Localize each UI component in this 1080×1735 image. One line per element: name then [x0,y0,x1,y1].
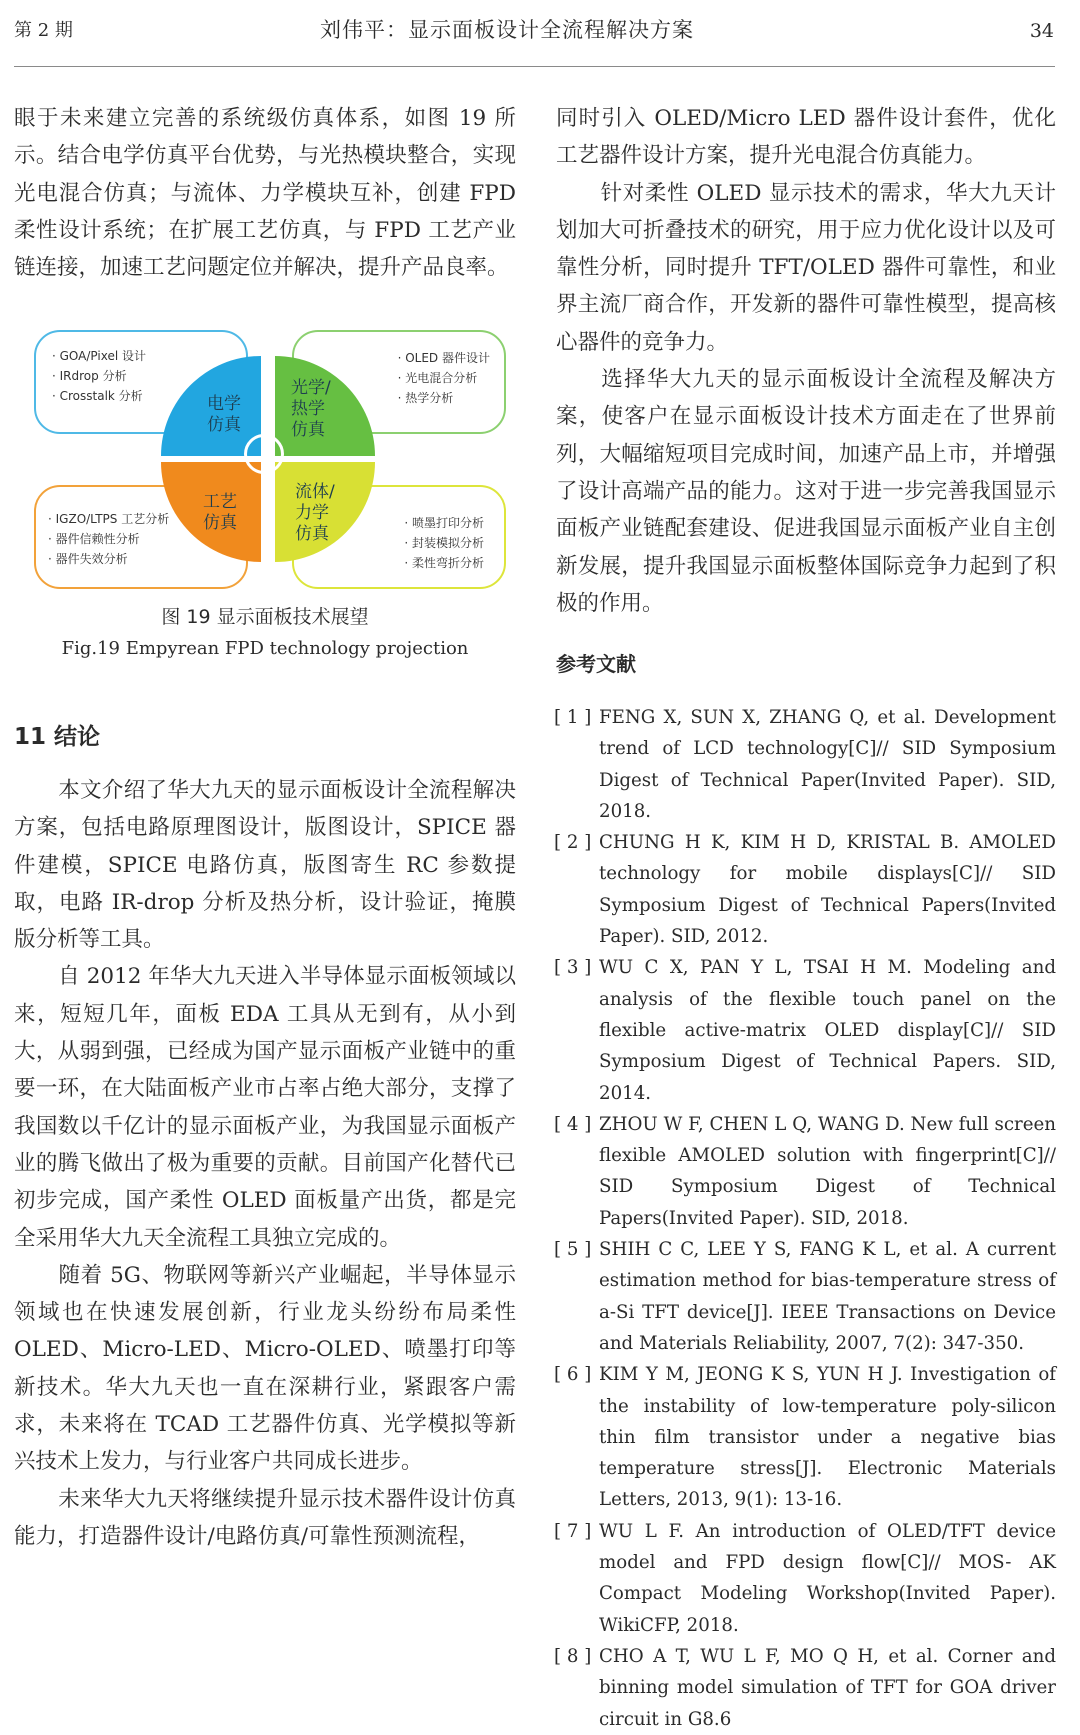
reference-item: [ 4 ] ZHOU W F, CHEN L Q, WANG D. New full screen flexible AMOLED solution with fingerprint[C]// SID Symposium Digest of Technical Papers(Invited Paper). SID, 2018. [554,1113,1056,1229]
page-number: 34 [1029,20,1054,42]
running-header [0,0,1080,68]
left-column-conclusion [14,772,516,1555]
list-item: · 喷墨打印分析 [404,516,484,530]
references-heading: 参考文献 [556,652,636,676]
list-item: · 柔性弯折分析 [404,556,484,570]
paragraph: 未来华大九天将继续提升显示技术器件设计仿真能力，打造器件设计/电路仿真/可靠性预测流程， [14,1486,516,1549]
quadrant-label: 工艺 仿真 [203,492,237,533]
right-column [556,100,1056,622]
reference-item: [ 1 ] FENG X, SUN X, ZHANG Q, et al. Development trend of LCD technology[C]// SID Symposium Digest of Technical Paper(Invited Paper). SID, 2018. [554,707,1056,822]
list-item: · OLED 器件设计 [397,351,490,365]
list-item: · Crosstalk 分析 [52,389,143,403]
list-item: · 器件失效分析 [48,552,128,566]
reference-item: [ 6 ] KIM Y M, JEONG K S, YUN H J. Investigation of the instability of low-temperature poly-silicon thin film transistor under a negative bias temperature stress[J]. Electronic Materials Letters, 2013, 9(1): 13-16. [554,1364,1056,1511]
cycle-ring-icon [244,434,284,474]
reference-item: [ 3 ] WU C X, PAN Y L, TSAI H M. Modeling and analysis of the flexible touch panel on the flexible active-matrix OLED display[C]// SID Symposium Digest of Technical Papers. SID, 2014. [554,957,1056,1104]
list-item: · 器件信赖性分析 [48,532,140,546]
running-title: 刘伟平：显示面板设计全流程解决方案 [320,18,694,42]
left-column-intro [14,100,516,286]
figure-caption-en: Fig.19 Empyrean FPD technology projection [61,638,469,659]
list-item: · GOA/Pixel 设计 [52,349,146,363]
section-heading: 11 结论 [14,724,101,750]
paragraph: 针对柔性 OLED 显示技术的需求，华大九天计划加大可折叠技术的研究，用于应力优化设计以及可靠性分析，同时提升 TFT/OLED 器件可靠性，和业界主流厂商合作，开发新的器件可靠性模型，提高核心器件的竞争力。 [556,180,1056,355]
intro-paragraph: 眼于未来建立完善的系统级仿真体系，如图 19 所示。结合电学仿真平台优势，与光热模块整合，实现光电混合仿真；与流体、力学模块互补，创建 FPD 柔性设计系统；在扩展工艺仿真，与 FPD 工艺产业链连接，加速工艺问题定位并解决，提升产品良率。 [14,106,516,281]
paragraph: 同时引入 OLED/Micro LED 器件设计套件，优化工艺器件设计方案，提升光电混合仿真能力。 [556,106,1056,169]
figure-19 [34,330,504,590]
figure-caption-cn: 图 19 显示面板技术展望 [161,606,369,628]
list-item: · IRdrop 分析 [52,369,127,383]
reference-item: [ 5 ] SHIH C C, LEE Y S, FANG K L, et al. A current estimation method for bias-temperature stress of a-Si TFT device[J]. IEEE Transactions on Device and Materials Reliability, 2007, 7(2): 347-350. [554,1239,1056,1354]
header-rule [14,66,1055,67]
paragraph: 随着 5G、物联网等新兴产业崛起，半导体显示领域也在快速发展创新，行业龙头纷纷布局柔性 OLED、Micro-LED、Micro-OLED、喷墨打印等新技术。华大九天也一直在深耕行业，紧跟客户需求，未来将在 TCAD 工艺器件仿真、光学模拟等新兴技术上发力，与行业客户共同成长进步。 [14,1262,516,1475]
issue-number: 第 2 期 [14,20,73,41]
list-item: · 热学分析 [397,391,454,405]
quadrant-label: 光学/ 热学 仿真 [291,378,331,440]
quadrant-label: 电学 仿真 [207,394,241,435]
reference-item: [ 7 ] WU L F. An introduction of OLED/TFT device model and FPD design flow[C]// MOS- AK Compact Modeling Workshop(Invited Paper). WikiCFP, 2018. [554,1520,1056,1636]
reference-item: [ 8 ] CHO A T, WU L F, MO Q H, et al. Corner and binning model simulation of TFT for GOA driver circuit in G8.6 [554,1645,1056,1730]
paragraph: 本文介绍了华大九天的显示面板设计全流程解决方案，包括电路原理图设计，版图设计，SPICE 器件建模，SPICE 电路仿真，版图寄生 RC 参数提取，电路 IR-drop 分析及热分析，设计验证，掩膜版分析等工具。 [14,778,516,953]
list-item: · 光电混合分析 [397,371,478,385]
quadrant-label: 流体/ 力学 仿真 [295,482,335,544]
paragraph: 自 2012 年华大九天进入半导体显示面板领域以来，短短几年，面板 EDA 工具从无到有，从小到大，从弱到强，已经成为国产显示面板产业链中的重要一环，在大陆面板产业市占率占绝大部分，支撑了我国数以千亿计的显示面板产业，为我国显示面板产业的腾飞做出了极为重要的贡献。目前国产化替代已初步完成，国产柔性 OLED 面板量产出货，都是完全采用华大九天全流程工具独立完成的。 [14,964,516,1251]
list-item: · 封装模拟分析 [404,536,484,550]
paragraph: 选择华大九天的显示面板设计全流程及解决方案，使客户在显示面板设计技术方面走在了世界前列，大幅缩短项目完成时间，加速产品上市，并增强了设计高端产品的能力。这对于进一步完善我国显示面板产业链配套建设、促进我国显示面板产业自主创新发展，提升我国显示面板整体国际竞争力起到了积极的作用。 [556,367,1056,616]
reference-item: [ 2 ] CHUNG H K, KIM H D, KRISTAL B. AMOLED technology for mobile displays[C]// SID Symposium Digest of Technical Papers(Invited Paper). SID, 2012. [554,832,1056,948]
list-item: · IGZO/LTPS 工艺分析 [48,512,170,526]
